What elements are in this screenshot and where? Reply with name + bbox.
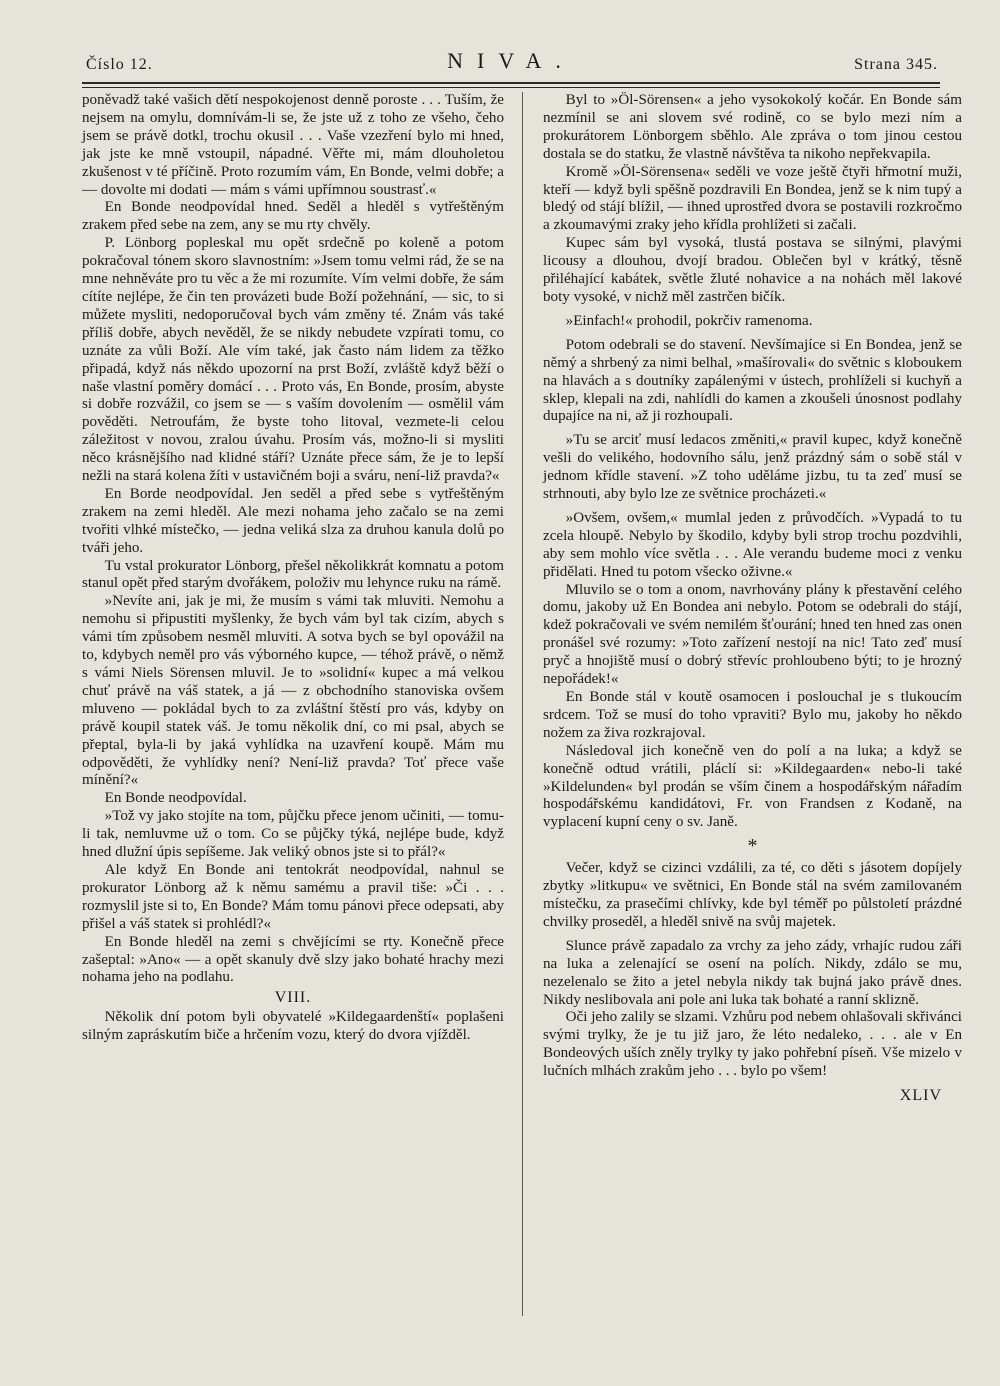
paragraph: Tu vstal prokurator Lönborg, přešel několikkrát komnatu a potom stanul opět před starým dvořákem, položiv mu lehynce ruku na rámě. — [82, 557, 504, 592]
paragraph: »Einfach!« prohodil, pokrčiv ramenoma. — [565, 312, 813, 329]
paragraph: En Bonde stál v koutě osamocen i poslouchal je s tlukoucím srdcem. Tož se musí do toho vpraviti? Bylo mu, jakoby ho někdo nožem za živa rozkrajoval. — [543, 689, 962, 741]
paragraph: Večer, když se cizinci vzdálili, za té, co děti s jásotem dopíjely zbytky »litkupu« ve světnici, En Bonde stál na svém zamilovaném místečku, za prasečími chlívky, kde byl téměř po půlstoletí prázdné chvilky proseděl, a hleděl snivě na svůj majetek. — [543, 860, 962, 930]
paragraph: poněvadž také vašich dětí nespokojenost denně poroste . . . Tuším, že nejsem na omylu, domnívám-li se, že jste už z toho ze všeho, čeho jsem se právě dotkl, trochu okusil . . . Vaše vzezření bylo mi hned, jak jste ke mně vstoupil, nápadné. Věřte mi, mám dlouholetou zkušenost v té příčině. Proto rozumím vám, En Bonde, velmi dobře; a — dovolte mi dodati — mám s vámi upřímnou soustrasť.« — [82, 92, 504, 198]
paragraph: P. Lönborg popleskal mu opět srdečně po koleně a potom pokračoval tónem skoro slavnostním: »Jsem tomu velmi rád, že se na mne nehněváte pro tu věc a že mi rozumíte. Vím velmi dobře, že sám cítíte nejlépe, že čin ten provázeti bude Boží požehnání, — sic, to si můžete mysliti, nedoporučoval bych vám změny té. Znám vás také příliš dobře, abych nevěděl, že se nikdy nebudete vzpírati tomu, co uznáte za vůli Boží. Ale vím také, jak často nám lidem za těžko připadá, když nás někdo upozorní na prst Boží, zvláště když běží o naše vlastní poměry domácí . . . Proto vás, En Bonde, prosím, abyste si dobře rozvážil, co jsem se — s vaším dovolením — osmělil vám pověděti. Netroufám, že byste toho litoval, vezmete-li celou záležitost v novou, zralou úvahu. Prosím vás, možno-li si mysliti něco krásnějšího nad klidné stáří? Uznáte přece sám, že je to lepší nežli na stará kolena žíti v ustavičném boji a sváru, není-liž pravda?« — [82, 235, 504, 485]
page-number: Strana 345. — [854, 56, 938, 73]
paragraph: En Borde neodpovídal. Jen seděl a před sebe s vytřeštěným zrakem na zemi hleděl. Ale mezi nohama jeho začalo se na zemi tvořiti vlhké místečko, — jedna veliká slza za druhou kanula dolů po tváři jeho. — [82, 485, 504, 556]
paragraph: Několik dní potom byli obyvatelé »Kildegaardenští« poplašeni silným zapráskutím biče a hrčením vozu, který do dvora vjížděl. — [82, 1009, 504, 1044]
paragraph: »Nevíte ani, jak je mi, že musím s vámi tak mluviti. Nemohu a nemohu si připustiti myšlenky, že bych vám byl tak cizím, abych s vámi tím způsobem nesměl mluviti. A sotva bych se byl opovážil na to, kdybych neměl pro vás výborného kupce, — téhož právě, o němž s vámi Niels Sörensen mluvil. Je to »solidní« kupec a má velkou chuť právě na váš statek, a já — z obchodního stanoviska ovšem mluveno — pokládal bych to za zvláštní štěstí pro vás, kdyby on právě koupil statek váš. Je tomu několik dní, co mi psal, abych se přeptal, byla-li by jaká vyhlídka na uzavření koupě. Mám mu odpověděti, že vyhlídky není? Není-liž pravda? Toť přece vaše mínění?« — [82, 593, 504, 789]
paragraph: Kromě »Öl-Sörensena« seděli ve voze ještě čtyři hřmotní muži, kteří — když byli spěšně pozdravili En Bondea, jenž se k nim tupý a bledý od stájí blížil, — ihned uprostřed dvora se postavili rozkročmo a zkoumavými zraky jeho křídla prohlížeti si začali. — [543, 163, 962, 234]
paragraph: Oči jeho zalily se slzami. Vzhůru pod nebem ohlašovali skřivánci svými trylky, že je tu již jaro, že léto nedaleko, . . . ale v En Bondeových uších zněly trylky ty jako pohřební píseň. Vše mizelo v lučních mlhách zrakům jeho . . . bylo po všem! — [543, 1009, 962, 1080]
paragraph: Mluvilo se o tom a onom, navrhovány plány k přestavění celého domu, jakoby už En Bondea ani nebylo. Potom se odebrali do stájí, kdež pokračovali ve svém nemilém šťourání; hned ten hned zas onen pronášel své rozumy: »Toto zařízení nestojí na nic! Tato zeď musí pryč a hnojiště musí o dobrý střevíc prohloubeno býti; to je hrozný nepořádek!« — [543, 581, 962, 688]
right-column — [522, 92, 962, 1316]
paragraph: En Bonde neodpovídal. — [104, 790, 247, 807]
paragraph: En Bonde hleděl na zemi s chvějícími se rty. Konečně přece zašeptal: »Ano« — a opět skanuly dvě slzy jako bohaté hrachy mezi nohama jeho na podlahu. — [82, 933, 504, 986]
paragraph: Potom odebrali se do stavení. Nevšímajíce si En Bondea, jenž se němý a shrbený za nimi belhal, »mašírovali« do světnic s kloboukem na hlavách a s doutníky zapálenými v ústech, prohlíželi si kuchyň a sklep, klepali na zdi, nahlídli do kamen a zkoušeli únosnost podlahy dupajíce na ni, až ji rozhoupali. — [543, 336, 962, 425]
paragraph: Kupec sám byl vysoká, tlustá postava se silnými, plavými licousy a dlouhou, dvojí bradou. Oblečen byl v krátký, těsně přiléhající kabátek, světle žluté nohavice a na nohách měl lakové boty vysoké, v nichž měl zastrčen bičík. — [543, 235, 962, 305]
paragraph: »Ovšem, ovšem,« mumlal jeden z průvodčích. »Vypadá to tu zcela hloupě. Nebylo by škodilo, kdyby byli strop trochu pozdvihli, aby sem mohlo více světla . . . Ale verandu budeme moci z venku přidělati. Hned tu potom všecko oživne.« — [543, 509, 962, 580]
text-columns — [82, 92, 962, 1316]
paragraph: »Tož vy jako stojíte na tom, půjčku přece jenom učiniti, — tomu-li tak, nemluvme už o tom. Co se půjčky týká, nejlépe bude, když hned dlužní úpis sepíšeme. Jak veliký obnos jste si to přál?« — [82, 808, 504, 861]
paragraph: Byl to »Öl-Sörensen« a jeho vysokokolý kočár. En Bonde sám nezmínil se ani slovem své rodině, co se bylo mezi ním a prokurátorem Lönborgem sběhlo. Ale zpráva o tom jinou cestou dostala se do statku, že vlastně návštěva ta nikoho nepřekvapila. — [543, 92, 962, 162]
magazine-title: NIVA. — [447, 48, 575, 73]
paragraph: Ale když En Bonde ani tentokrát neodpovídal, nahnul se prokurator Lönborg až k němu samému a pravil tiše: »Či . . . rozmyslil jste si to, En Bonde? Mám tomu pánovi přece odepsati, aby přišel a váš statek si prohlédl?« — [82, 861, 504, 932]
author-signature: XLIV — [899, 1087, 942, 1105]
paragraph: Následoval jich konečně ven do polí a na luka; a když se konečně odtud vrátili, pláclí si: »Kildegaarden« nebo-li také »Kildelunden« byl prodán se vším činem a hospodářským nářadím hospodářskému kandidátovi, Fr. von Frandsen z Kodaně, na vyplacení kupní ceny o sv. Janě. — [543, 742, 962, 831]
paragraph: Slunce právě zapadalo za vrchy za jeho zády, vrhajíc rudou záři na luka a zelenající se osení na polích. Nikdy, zdálo se mu, nezelenalo se žito a jetel nebyla nikdy tak bujná jako právě dnes. Nikdy neslibovala ani pole ani luka tak bohaté a ranní sklizně. — [543, 937, 962, 1008]
section-divider-star: * — [747, 835, 758, 858]
page-header — [82, 46, 940, 84]
paragraph: En Bonde neodpovídal hned. Seděl a hleděl s vytřeštěným zrakem před sebe na zem, any se mu rty chvěly. — [82, 199, 504, 234]
left-column — [82, 92, 522, 1316]
chapter-heading: VIII. — [274, 989, 312, 1007]
paragraph: »Tu se arciť musí ledacos změniti,« pravil kupec, když konečně vešli do velikého, hodovního sálu, jenž prázdný sám o sobě stál v jednom křídle stavení. »Z toho uděláme jizbu, tu ta zeď musí se strhnouti, aby bylo lze ze světnice procházeti.« — [543, 432, 962, 503]
issue-number: Číslo 12. — [86, 56, 153, 73]
